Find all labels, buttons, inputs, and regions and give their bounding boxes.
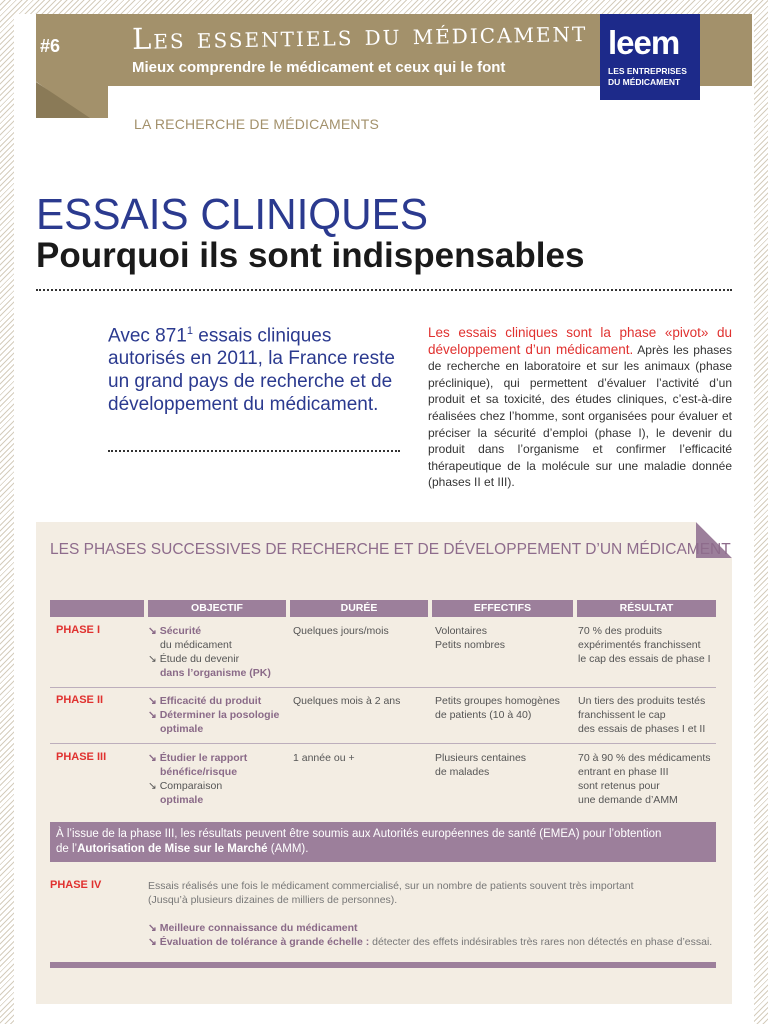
resultat-line: entrant en phase III — [578, 766, 669, 778]
effectifs-line: de patients (10 à 40) — [435, 709, 532, 721]
effectifs-line: Petits groupes homogènes — [435, 695, 560, 707]
lead-before: Avec 871 — [108, 325, 187, 347]
logo-line-1: LES ENTREPRISES — [608, 66, 687, 76]
objectif-line: ↘ Comparaison — [148, 780, 223, 792]
effectifs-line: de malades — [435, 766, 490, 778]
objectif-line: du médicament — [160, 639, 232, 651]
objectif-line: ↘ Déterminer la posologie — [148, 709, 280, 721]
objectif-cell — [148, 624, 271, 680]
column-header-objectif: OBJECTIF — [148, 600, 286, 617]
resultat-line: Un tiers des produits testés — [578, 695, 706, 707]
intro-body: Après les phases de recherche en laboratoire et sur les animaux (phase préclinique), qui permettent d’évaluer l’activité d’un produit et sa toxicité, des études cliniques, c’est-à-dire réalisées chez l’homme, sont organisées pour évaluer et préciser la sécurité d’emploi (phase I), le devenir du produit dans l’organisme et confirmer l’efficacité thérapeutique de la molécule sur une maladie donnée (phases II et III). — [428, 342, 732, 490]
objectif-line: dans l’organisme (PK) — [160, 667, 271, 679]
duree-cell: 1 année ou + — [293, 752, 355, 764]
objectif-cell — [148, 694, 279, 736]
resultat-line: le cap des essais de phase I — [578, 653, 711, 665]
effectifs-cell — [435, 694, 560, 722]
resultat-line: expérimentés franchissent — [578, 639, 701, 651]
objectif-line: ↘ Étude du devenir — [148, 653, 240, 665]
phase-iv-line-1: Essais réalisés une fois le médicament commercialisé, sur un nombre de patients souvent très important — [148, 880, 634, 892]
resultat-cell — [578, 694, 705, 736]
page-title: ESSAIS CLINIQUES — [36, 190, 429, 239]
effectifs-line: Petits nombres — [435, 639, 506, 651]
phase-iv-line-2: (Jusqu’à plusieurs dizaines de milliers de personnes). — [148, 894, 398, 906]
lead-divider — [108, 450, 400, 452]
effectifs-cell — [435, 624, 505, 652]
column-header-resultat: RÉSULTAT — [577, 600, 716, 617]
resultat-line: 70 à 90 % des médicaments — [578, 752, 711, 764]
objectif-line: optimale — [160, 794, 204, 806]
logo-word: leem — [608, 24, 680, 61]
phase-label: PHASE III — [56, 751, 107, 763]
series-title: Les essentiels du médicament — [131, 14, 588, 56]
dotted-divider — [36, 289, 732, 291]
resultat-line: des essais de phases I et II — [578, 723, 706, 735]
page-subtitle: Pourquoi ils sont indispensables — [36, 236, 585, 275]
intro-paragraph — [428, 325, 732, 491]
lead-after: essais cliniques autorisés en 2011, la France reste un grand pays de recherche et de développement du médicament. — [108, 325, 395, 416]
row-divider — [50, 743, 716, 744]
logo-line-2: DU MÉDICAMENT — [608, 77, 681, 87]
amm-bold: Autorisation de Mise sur le Marché — [77, 843, 268, 855]
objectif-cell — [148, 751, 247, 807]
row-divider — [50, 687, 716, 688]
amm-banner — [50, 822, 716, 862]
objectif-line: ↘ Étudier le rapport — [148, 752, 248, 764]
phase-label: PHASE I — [56, 624, 101, 636]
objectif-line: ↘ Efficacité du produit — [148, 695, 262, 707]
resultat-line: 70 % des produits — [578, 625, 663, 637]
amm-line-1: À l’issue de la phase III, les résultats peuvent être soumis aux Autorités européennes de santé (EMEA) pour l’obtention — [56, 828, 662, 840]
effectifs-line: Volontaires — [435, 625, 487, 637]
footnote-marker: 1 — [186, 325, 194, 337]
resultat-line: sont retenus pour — [578, 780, 660, 792]
objectif-line: optimale — [160, 723, 204, 735]
lead-paragraph — [108, 320, 398, 416]
phase-iv-label: PHASE IV — [50, 879, 102, 891]
leem-logo — [600, 14, 700, 100]
duree-cell: Quelques jours/mois — [293, 625, 389, 637]
intro-highlight: Les essais cliniques sont la phase «pivot» du développement d’un médicament. — [428, 325, 732, 357]
panel-bottom-bar — [50, 962, 716, 968]
duree-cell: Quelques mois à 2 ans — [293, 695, 401, 707]
amm-line-2: de l’Autorisation de Mise sur le Marché (AMM). — [56, 843, 309, 855]
objectif-line: bénéfice/risque — [160, 766, 238, 778]
header-blank — [50, 600, 144, 617]
phase-iv-bullet-2: ↘ Évaluation de tolérance à grande échelle : détecter des effets indésirables très rares non détectés en phase d’essai. — [148, 936, 713, 948]
section-label: LA RECHERCHE DE MÉDICAMENTS — [134, 116, 379, 132]
objectif-line: ↘ Sécurité — [148, 625, 202, 637]
resultat-cell — [578, 751, 711, 807]
phase-iv-bullet-1: ↘ Meilleure connaissance du médicament — [148, 922, 358, 934]
column-header-effectifs: EFFECTIFS — [432, 600, 573, 617]
effectifs-cell — [435, 751, 526, 779]
series-subtitle: Mieux comprendre le médicament et ceux qui le font — [132, 59, 506, 76]
issue-number: #6 — [40, 36, 61, 56]
resultat-line: une demande d’AMM — [578, 794, 678, 806]
column-header-duree: DURÉE — [290, 600, 428, 617]
resultat-line: franchissent le cap — [578, 709, 666, 721]
effectifs-line: Plusieurs centaines — [435, 752, 527, 764]
panel-title: LES PHASES SUCCESSIVES DE RECHERCHE ET DE DÉVELOPPEMENT D’UN MÉDICAMENT — [50, 541, 731, 558]
phase-label: PHASE II — [56, 694, 104, 706]
resultat-cell — [578, 624, 711, 666]
